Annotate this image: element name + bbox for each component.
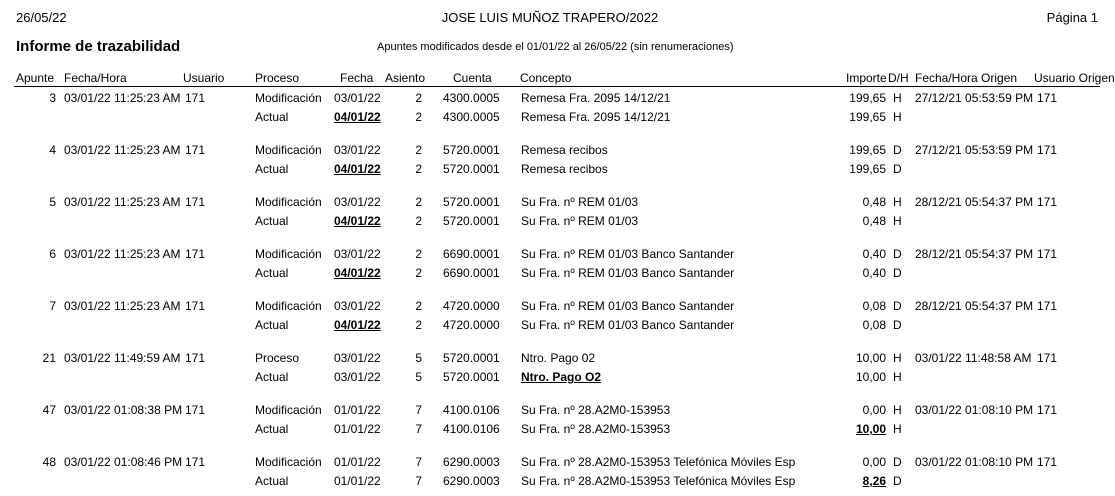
row-importe: 0,40 xyxy=(862,247,886,261)
row-dh: H xyxy=(893,91,902,105)
entry-fecha-hora: 03/01/22 11:49:59 AM xyxy=(64,351,181,365)
row-asiento: 2 xyxy=(415,195,422,209)
row-cuenta: 5720.0001 xyxy=(443,370,500,384)
row-concepto: Remesa Fra. 2095 14/12/21 xyxy=(521,110,671,124)
col-usuario: Usuario xyxy=(183,71,225,85)
row-proceso: Modificación xyxy=(255,299,322,313)
row-asiento: 7 xyxy=(415,422,422,436)
row-cuenta: 5720.0001 xyxy=(443,214,500,228)
row-fecha: 01/01/22 xyxy=(334,474,381,488)
row-fecha: 01/01/22 xyxy=(334,455,381,469)
entry-fecha-hora-origen: 27/12/21 05:53:59 PM xyxy=(915,143,1034,157)
row-concepto: Ntro. Pago 02 xyxy=(521,351,596,365)
row-dh: D xyxy=(893,266,902,280)
row-fecha: 04/01/22 xyxy=(334,214,381,228)
row-proceso: Modificación xyxy=(255,455,322,469)
row-asiento: 2 xyxy=(415,318,422,332)
row-importe: 199,65 xyxy=(849,143,886,157)
row-concepto: Su Fra. nº REM 01/03 Banco Santander xyxy=(521,299,735,313)
entry-fecha-hora: 03/01/22 01:08:46 PM xyxy=(64,455,183,469)
entry-usuario: 171 xyxy=(185,455,206,469)
entry-apunte: 6 xyxy=(49,247,56,261)
row-asiento: 2 xyxy=(415,162,422,176)
row-cuenta: 4100.0106 xyxy=(443,403,500,417)
entry-fecha-hora-origen: 03/01/22 01:08:10 PM xyxy=(915,455,1034,469)
entry-usuario-origen: 171 xyxy=(1037,247,1058,261)
entry-apunte: 4 xyxy=(49,143,56,157)
entry-apunte: 48 xyxy=(42,455,56,469)
row-concepto: Remesa Fra. 2095 14/12/21 xyxy=(521,91,671,105)
entry-usuario: 171 xyxy=(185,351,206,365)
entry-usuario-origen: 171 xyxy=(1037,351,1058,365)
row-asiento: 5 xyxy=(415,370,422,384)
entry-usuario-origen: 171 xyxy=(1037,403,1058,417)
col-concepto: Concepto xyxy=(520,71,572,85)
col-usuario-origen: Usuario Origen xyxy=(1034,71,1115,85)
row-proceso: Modificación xyxy=(255,403,322,417)
entry-fecha-hora: 03/01/22 01:08:38 PM xyxy=(64,403,183,417)
col-apunte: Apunte xyxy=(16,71,55,85)
row-dh: H xyxy=(893,403,902,417)
row-dh: D xyxy=(893,318,902,332)
row-concepto: Su Fra. nº REM 01/03 Banco Santander xyxy=(521,247,735,261)
report-subtitle: Apuntes modificados desde el 01/01/22 al 26/05/22 (sin renumeraciones) xyxy=(377,41,734,53)
row-dh: H xyxy=(893,110,902,124)
col-dh: D/H xyxy=(888,71,909,85)
row-fecha: 03/01/22 xyxy=(334,143,381,157)
row-concepto: Su Fra. nº 28.A2M0-153953 xyxy=(521,422,671,436)
col-fecha-hora: Fecha/Hora xyxy=(64,71,127,85)
row-importe: 10,00 xyxy=(855,351,886,365)
row-fecha: 04/01/22 xyxy=(334,110,381,124)
col-importe: Importe xyxy=(846,71,887,85)
page-number: Página 1 xyxy=(1046,10,1098,25)
entry-fecha-hora: 03/01/22 11:25:23 AM xyxy=(64,91,181,105)
entry-fecha-hora-origen: 28/12/21 05:54:37 PM xyxy=(915,195,1034,209)
entry-apunte: 3 xyxy=(49,91,56,105)
row-cuenta: 6690.0001 xyxy=(443,266,500,280)
entry-fecha-hora-origen: 03/01/22 01:08:10 PM xyxy=(915,403,1034,417)
row-cuenta: 5720.0001 xyxy=(443,351,500,365)
col-proceso: Proceso xyxy=(255,71,300,85)
row-asiento: 7 xyxy=(415,403,422,417)
row-importe: 0,48 xyxy=(862,195,886,209)
row-proceso: Actual xyxy=(255,162,289,176)
row-proceso: Modificación xyxy=(255,247,322,261)
row-importe: 10,00 xyxy=(855,370,886,384)
row-asiento: 2 xyxy=(415,110,422,124)
row-fecha: 03/01/22 xyxy=(334,247,381,261)
row-dh: H xyxy=(893,422,902,436)
row-fecha: 03/01/22 xyxy=(334,91,381,105)
row-cuenta: 4720.0000 xyxy=(443,299,500,313)
entry-usuario: 171 xyxy=(185,91,206,105)
row-proceso: Actual xyxy=(255,318,289,332)
row-cuenta: 5720.0001 xyxy=(443,162,500,176)
row-proceso: Modificación xyxy=(255,143,322,157)
row-concepto: Su Fra. nº REM 01/03 Banco Santander xyxy=(521,266,735,280)
entry-usuario-origen: 171 xyxy=(1037,143,1058,157)
row-dh: D xyxy=(893,143,902,157)
row-proceso: Actual xyxy=(255,422,289,436)
row-concepto: Su Fra. nº 28.A2M0-153953 Telefónica Móviles Esp xyxy=(521,455,796,469)
row-asiento: 2 xyxy=(415,91,422,105)
row-dh: H xyxy=(893,351,902,365)
row-cuenta: 5720.0001 xyxy=(443,143,500,157)
row-proceso: Modificación xyxy=(255,195,322,209)
entry-apunte: 47 xyxy=(42,403,56,417)
entry-fecha-hora: 03/01/22 11:25:23 AM xyxy=(64,247,181,261)
row-importe: 0,40 xyxy=(862,266,886,280)
row-asiento: 5 xyxy=(415,351,422,365)
row-importe: 8,26 xyxy=(862,474,886,488)
entry-apunte: 5 xyxy=(49,195,56,209)
row-asiento: 2 xyxy=(415,214,422,228)
row-asiento: 2 xyxy=(415,247,422,261)
entry-usuario: 171 xyxy=(185,247,206,261)
row-importe: 199,65 xyxy=(849,91,886,105)
entry-apunte: 7 xyxy=(49,299,56,313)
row-concepto: Remesa recibos xyxy=(521,162,608,176)
entry-usuario: 171 xyxy=(185,299,206,313)
row-dh: D xyxy=(893,455,902,469)
col-cuenta: Cuenta xyxy=(453,71,492,85)
row-concepto: Su Fra. nº 28.A2M0-153953 Telefónica Móviles Esp xyxy=(521,474,796,488)
row-importe: 10,00 xyxy=(855,422,886,436)
row-fecha: 01/01/22 xyxy=(334,422,381,436)
row-importe: 0,08 xyxy=(862,299,886,313)
entry-usuario: 171 xyxy=(185,143,206,157)
row-asiento: 2 xyxy=(415,299,422,313)
row-dh: D xyxy=(893,474,902,488)
company-name: JOSE LUIS MUÑOZ TRAPERO/2022 xyxy=(441,10,659,25)
row-concepto: Ntro. Pago O2 xyxy=(521,370,602,384)
col-fecha: Fecha xyxy=(340,71,374,85)
row-proceso: Actual xyxy=(255,110,289,124)
entry-fecha-hora: 03/01/22 11:25:23 AM xyxy=(64,195,181,209)
row-asiento: 7 xyxy=(415,455,422,469)
row-asiento: 2 xyxy=(415,143,422,157)
row-fecha: 04/01/22 xyxy=(334,266,381,280)
row-cuenta: 4300.0005 xyxy=(443,91,500,105)
row-cuenta: 6290.0003 xyxy=(443,455,500,469)
row-dh: H xyxy=(893,214,902,228)
row-fecha: 04/01/22 xyxy=(334,318,381,332)
row-dh: H xyxy=(893,195,902,209)
row-cuenta: 4100.0106 xyxy=(443,422,500,436)
row-proceso: Actual xyxy=(255,370,289,384)
row-dh: H xyxy=(893,370,902,384)
entry-fecha-hora-origen: 28/12/21 05:54:37 PM xyxy=(915,247,1034,261)
entry-usuario-origen: 171 xyxy=(1037,455,1058,469)
row-importe: 0,48 xyxy=(862,214,886,228)
row-asiento: 7 xyxy=(415,474,422,488)
row-fecha: 03/01/22 xyxy=(334,195,381,209)
row-cuenta: 5720.0001 xyxy=(443,195,500,209)
row-importe: 199,65 xyxy=(849,162,886,176)
row-importe: 199,65 xyxy=(849,110,886,124)
row-cuenta: 6290.0003 xyxy=(443,474,500,488)
print-date: 26/05/22 xyxy=(16,10,67,25)
row-proceso: Actual xyxy=(255,266,289,280)
row-concepto: Su Fra. nº REM 01/03 xyxy=(521,195,639,209)
entry-usuario-origen: 171 xyxy=(1037,299,1058,313)
row-dh: D xyxy=(893,299,902,313)
row-fecha: 03/01/22 xyxy=(334,370,381,384)
entry-fecha-hora-origen: 27/12/21 05:53:59 PM xyxy=(915,91,1034,105)
row-proceso: Modificación xyxy=(255,91,322,105)
entry-fecha-hora: 03/01/22 11:25:23 AM xyxy=(64,299,181,313)
entry-usuario-origen: 171 xyxy=(1037,91,1058,105)
header-divider xyxy=(14,86,1100,87)
entry-usuario: 171 xyxy=(185,403,206,417)
row-fecha: 03/01/22 xyxy=(334,351,381,365)
row-cuenta: 6690.0001 xyxy=(443,247,500,261)
row-concepto: Remesa recibos xyxy=(521,143,608,157)
row-fecha: 01/01/22 xyxy=(334,403,381,417)
entry-fecha-hora: 03/01/22 11:25:23 AM xyxy=(64,143,181,157)
col-fecha-hora-origen: Fecha/Hora Origen xyxy=(915,71,1018,85)
entry-usuario: 171 xyxy=(185,195,206,209)
row-fecha: 04/01/22 xyxy=(334,162,381,176)
entry-apunte: 21 xyxy=(42,351,56,365)
row-importe: 0,00 xyxy=(862,455,886,469)
row-dh: D xyxy=(893,162,902,176)
row-cuenta: 4300.0005 xyxy=(443,110,500,124)
row-proceso: Actual xyxy=(255,214,289,228)
report-title: Informe de trazabilidad xyxy=(16,38,181,55)
row-concepto: Su Fra. nº REM 01/03 Banco Santander xyxy=(521,318,735,332)
row-asiento: 2 xyxy=(415,266,422,280)
row-concepto: Su Fra. nº REM 01/03 xyxy=(521,214,639,228)
col-asiento: Asiento xyxy=(385,71,426,85)
row-proceso: Proceso xyxy=(255,351,300,365)
entry-usuario-origen: 171 xyxy=(1037,195,1058,209)
row-dh: D xyxy=(893,247,902,261)
row-fecha: 03/01/22 xyxy=(334,299,381,313)
row-importe: 0,00 xyxy=(862,403,886,417)
row-proceso: Actual xyxy=(255,474,289,488)
entry-fecha-hora-origen: 03/01/22 11:48:58 AM xyxy=(915,351,1032,365)
entry-fecha-hora-origen: 28/12/21 05:54:37 PM xyxy=(915,299,1034,313)
row-importe: 0,08 xyxy=(862,318,886,332)
row-concepto: Su Fra. nº 28.A2M0-153953 xyxy=(521,403,671,417)
row-cuenta: 4720.0000 xyxy=(443,318,500,332)
